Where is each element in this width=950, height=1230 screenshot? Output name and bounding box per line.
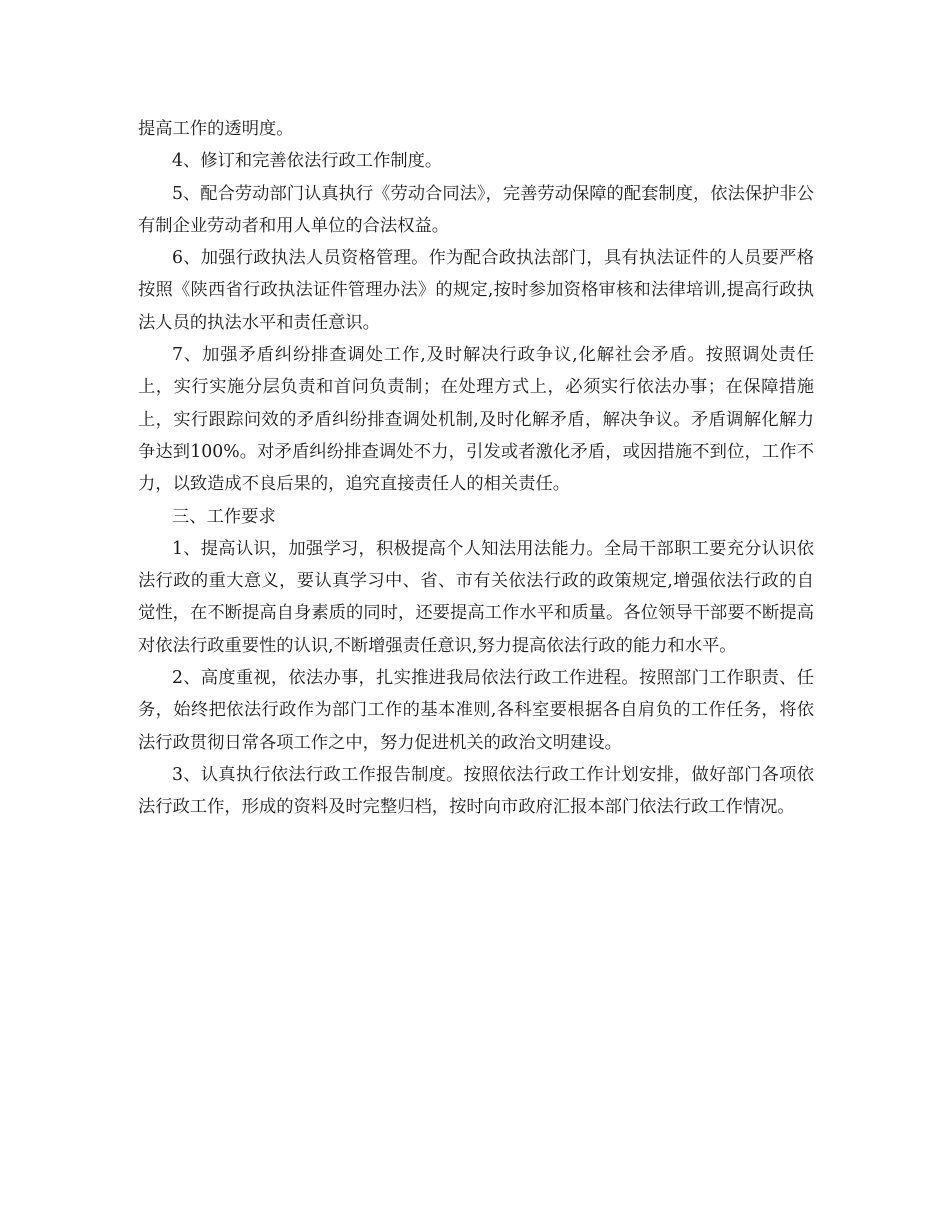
paragraph-continuation: 提高工作的透明度。	[138, 119, 294, 139]
paragraph-requirement-1: 1、提高认识，加强学习，积极提高个人知法用法能力。全局干部职工要充分认识依法行政的重大意义，要认真学习中、省、市有关依法行政的政策规定,增强依法行政的自觉性，在不断提高自身素质的同时，还要提高工作水平和质量。各位领导干部要不断提高对依法行政重要性的认识,不断增强责任意识,努力提高依法行政的能力和水平。	[138, 538, 814, 656]
paragraph-item-6: 6、加强行政执法人员资格管理。作为配合政执法部门，具有执法证件的人员要严格按照《陕西省行政执法证件管理办法》的规定,按时参加资格审核和法律培训,提高行政执法人员的执法水平和责任意识。	[138, 248, 814, 333]
paragraph-requirement-3: 3、认真执行依法行政工作报告制度。按照依法行政工作计划安排，做好部门各项依法行政工作，形成的资料及时完整归档，按时向市政府汇报本部门依法行政工作情况。	[138, 764, 814, 818]
paragraph-item-7: 7、加强矛盾纠纷排查调处工作,及时解决行政争议,化解社会矛盾。按照调处责任上，实行实施分层负责和首问负责制；在处理方式上，必须实行依法办事；在保障措施上，实行跟踪问效的矛盾纠纷排查调处机制,及时化解矛盾，解决争议。矛盾调解化解力争达到100%。对矛盾纠纷排查调处不力，引发或者激化矛盾，或因措施不到位，工作不力，以致造成不良后果的，追究直接责任人的相关责任。	[138, 345, 814, 495]
paragraph-item-4: 4、修订和完善依法行政工作制度。	[172, 151, 443, 172]
paragraph-item-5: 5、配合劳动部门认真执行《劳动合同法》，完善劳动保障的配套制度，依法保护非公有制企业劳动者和用人单位的合法权益。	[138, 183, 814, 236]
section-heading-work-requirements: 三、工作要求	[172, 506, 276, 527]
document-body	[138, 113, 814, 824]
paragraph-requirement-2: 2、高度重视，依法办事，扎实推进我局依法行政工作进程。按照部门工作职责、任务，始终把依法行政作为部门工作的基本准则,各科室要根据各自肩负的工作任务，将依法行政贯彻日常各项工作之中，努力促进机关的政治文明建设。	[138, 668, 814, 753]
